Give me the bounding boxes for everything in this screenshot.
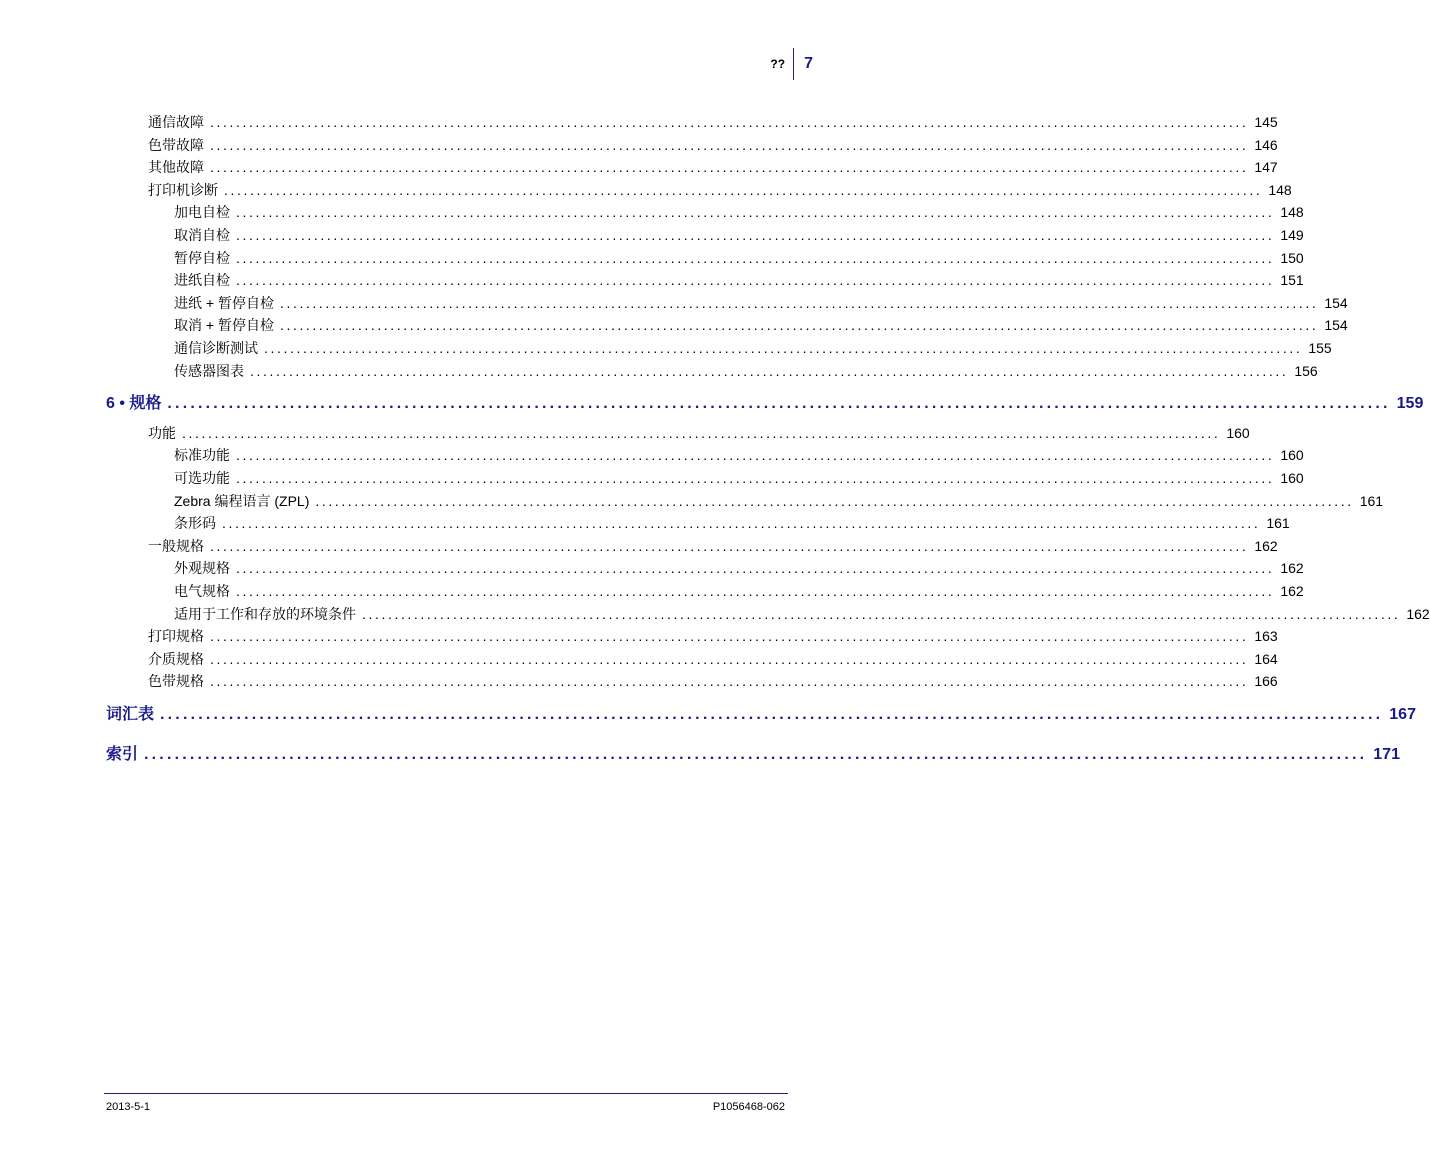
toc-leader-dots: ................................................................................................................................................................ bbox=[315, 492, 1354, 509]
toc-entry-page: 164 bbox=[1254, 650, 1278, 667]
toc-entry-page: 161 bbox=[1266, 515, 1290, 532]
toc-entry-page: 162 bbox=[1406, 605, 1430, 622]
toc-leader-dots: ................................................................................................................................................................ bbox=[236, 272, 1275, 289]
toc-entry[interactable] bbox=[148, 626, 1278, 646]
toc-leader-dots: ................................................................................................................................................................ bbox=[236, 470, 1275, 486]
toc-entry-page: 159 bbox=[1396, 395, 1424, 413]
footer-rule bbox=[104, 1093, 788, 1094]
toc-entry[interactable] bbox=[174, 338, 1332, 358]
toc-chapter[interactable] bbox=[106, 701, 1416, 724]
toc-entry[interactable] bbox=[174, 604, 1430, 624]
toc-entry[interactable] bbox=[148, 180, 1292, 200]
toc-entry[interactable] bbox=[148, 157, 1278, 177]
toc-entry[interactable] bbox=[148, 649, 1278, 669]
toc-leader-dots: ................................................................................................................................................................ bbox=[224, 181, 1263, 198]
toc-entry[interactable] bbox=[174, 361, 1318, 381]
footer-date: 2013-5-1 bbox=[106, 1101, 151, 1113]
toc-entry-page: 149 bbox=[1280, 227, 1304, 243]
toc-entry-page: 154 bbox=[1324, 317, 1348, 334]
toc-entry-page: 151 bbox=[1280, 272, 1304, 289]
toc-leader-dots: ................................................................................................................................................................ bbox=[210, 159, 1249, 176]
toc-entry-label: 条形码 bbox=[174, 515, 216, 532]
toc-chapter[interactable] bbox=[106, 390, 1424, 413]
toc-entry-label: 外观规格 bbox=[174, 560, 230, 577]
toc-entry-page: 161 bbox=[1359, 492, 1384, 509]
toc-entry-label: 取消自检 bbox=[174, 227, 230, 243]
toc-entry-page: 163 bbox=[1254, 628, 1278, 645]
toc-entry-label: 适用于工作和存放的环境条件 bbox=[174, 605, 356, 622]
toc-leader-dots: ................................................................................................................................................................ bbox=[264, 340, 1303, 356]
toc-entry-label: 电气规格 bbox=[174, 583, 230, 599]
toc-leader-dots: ................................................................................................................................................................ bbox=[236, 560, 1275, 577]
toc-leader-dots: ................................................................................................................................................................ bbox=[236, 447, 1275, 464]
toc-leader-dots: ................................................................................................................................................................ bbox=[182, 424, 1221, 441]
toc-entry[interactable] bbox=[174, 491, 1384, 511]
section-label: ?? bbox=[770, 57, 786, 71]
toc-entry-label: 打印机诊断 bbox=[148, 181, 218, 198]
toc-entry[interactable] bbox=[174, 225, 1304, 245]
toc-entry-label: 词汇表 bbox=[106, 706, 155, 723]
toc-entry-label: 介质规格 bbox=[148, 650, 204, 667]
toc-entry-label: Zebra 编程语言 (ZPL) bbox=[174, 492, 310, 509]
toc-leader-dots: ................................................................................................................................................................ bbox=[160, 706, 1384, 723]
toc-leader-dots: ................................................................................................................................................................ bbox=[167, 395, 1391, 413]
toc-leader-dots: ................................................................................................................................................................ bbox=[236, 583, 1275, 599]
toc-entry-page: 160 bbox=[1280, 447, 1304, 464]
toc-leader-dots: ................................................................................................................................................................ bbox=[236, 249, 1275, 266]
toc-entry-page: 166 bbox=[1254, 673, 1278, 690]
toc-entry-label: 打印规格 bbox=[148, 628, 204, 645]
toc-entry-label: 色带规格 bbox=[148, 673, 204, 690]
toc-leader-dots: ................................................................................................................................................................ bbox=[144, 745, 1368, 763]
toc-leader-dots: ................................................................................................................................................................ bbox=[210, 537, 1249, 554]
toc-entry-page: 146 bbox=[1254, 136, 1278, 153]
toc-leader-dots: ................................................................................................................................................................ bbox=[210, 650, 1249, 667]
toc-entry-label: 进纸 + 暂停自检 bbox=[174, 294, 274, 311]
toc-entry[interactable] bbox=[148, 112, 1278, 132]
toc-entry-label: 取消 + 暂停自检 bbox=[174, 317, 274, 334]
toc-entry-page: 162 bbox=[1280, 560, 1304, 577]
toc-entry[interactable] bbox=[174, 270, 1304, 290]
toc-leader-dots: ................................................................................................................................................................ bbox=[210, 114, 1249, 130]
toc-entry-page: 162 bbox=[1254, 537, 1278, 554]
toc-entry-page: 148 bbox=[1280, 204, 1304, 221]
toc-entry-page: 160 bbox=[1280, 470, 1304, 486]
toc-entry-page: 156 bbox=[1294, 362, 1318, 379]
toc-entry-label: 色带故障 bbox=[148, 136, 204, 153]
toc-entry[interactable] bbox=[174, 581, 1304, 601]
toc-entry[interactable] bbox=[174, 513, 1290, 533]
toc-entry-label: 可选功能 bbox=[174, 470, 230, 486]
toc-entry-label: 标准功能 bbox=[174, 447, 230, 464]
toc-leader-dots: ................................................................................................................................................................ bbox=[222, 515, 1261, 532]
toc-leader-dots: ................................................................................................................................................................ bbox=[236, 204, 1275, 221]
toc-entry-page: 167 bbox=[1389, 706, 1416, 723]
toc-entry[interactable] bbox=[148, 671, 1278, 691]
toc-chapter[interactable] bbox=[106, 741, 1400, 764]
toc-entry-page: 148 bbox=[1268, 181, 1292, 198]
toc-entry-label: 其他故障 bbox=[148, 159, 204, 176]
toc-leader-dots: ................................................................................................................................................................ bbox=[210, 673, 1249, 690]
page-number: 7 bbox=[804, 55, 813, 72]
toc-entry[interactable] bbox=[148, 135, 1278, 155]
footer-doc-id: P1056468-062 bbox=[712, 1101, 785, 1113]
toc-entry[interactable] bbox=[174, 468, 1304, 488]
toc-entry[interactable] bbox=[174, 248, 1304, 268]
toc-entry[interactable] bbox=[174, 558, 1304, 578]
toc-entry-page: 145 bbox=[1254, 114, 1278, 130]
toc-entry-label: 功能 bbox=[148, 424, 176, 441]
toc-leader-dots: ................................................................................................................................................................ bbox=[250, 362, 1289, 379]
toc-entry-label: 一般规格 bbox=[148, 537, 204, 554]
toc-entry-page: 150 bbox=[1280, 249, 1304, 266]
toc-entry[interactable] bbox=[148, 536, 1278, 556]
toc-leader-dots: ................................................................................................................................................................ bbox=[236, 227, 1275, 243]
toc-entry-page: 171 bbox=[1373, 745, 1400, 763]
toc-entry-label: 传感器图表 bbox=[174, 362, 244, 379]
toc-entry-page: 147 bbox=[1254, 159, 1278, 176]
toc-entry[interactable] bbox=[174, 293, 1348, 313]
toc-entry-page: 155 bbox=[1308, 340, 1332, 356]
toc-leader-dots: ................................................................................................................................................................ bbox=[210, 136, 1249, 153]
toc-entry[interactable] bbox=[174, 202, 1304, 222]
toc-entry-label: 通信故障 bbox=[148, 114, 204, 130]
toc-leader-dots: ................................................................................................................................................................ bbox=[362, 605, 1401, 622]
toc-leader-dots: ................................................................................................................................................................ bbox=[279, 294, 1319, 311]
page-header bbox=[770, 48, 813, 80]
toc-entry-label: 进纸自检 bbox=[174, 272, 230, 289]
toc-entry-page: 160 bbox=[1226, 424, 1250, 441]
toc-entry-label: 6 • 规格 bbox=[106, 395, 162, 413]
toc-entry[interactable] bbox=[174, 315, 1348, 335]
header-divider bbox=[793, 48, 794, 80]
toc-entry-label: 加电自检 bbox=[174, 204, 230, 221]
toc-entry-page: 162 bbox=[1280, 583, 1304, 599]
toc-entry[interactable] bbox=[174, 445, 1304, 465]
toc-entry-label: 索引 bbox=[106, 745, 139, 763]
toc-entry-label: 暂停自检 bbox=[174, 249, 230, 266]
toc-entry-label: 通信诊断测试 bbox=[174, 340, 258, 356]
toc-leader-dots: ................................................................................................................................................................ bbox=[279, 317, 1319, 334]
toc-entry[interactable] bbox=[148, 423, 1250, 443]
toc-leader-dots: ................................................................................................................................................................ bbox=[210, 628, 1249, 645]
toc-entry-page: 154 bbox=[1324, 294, 1348, 311]
